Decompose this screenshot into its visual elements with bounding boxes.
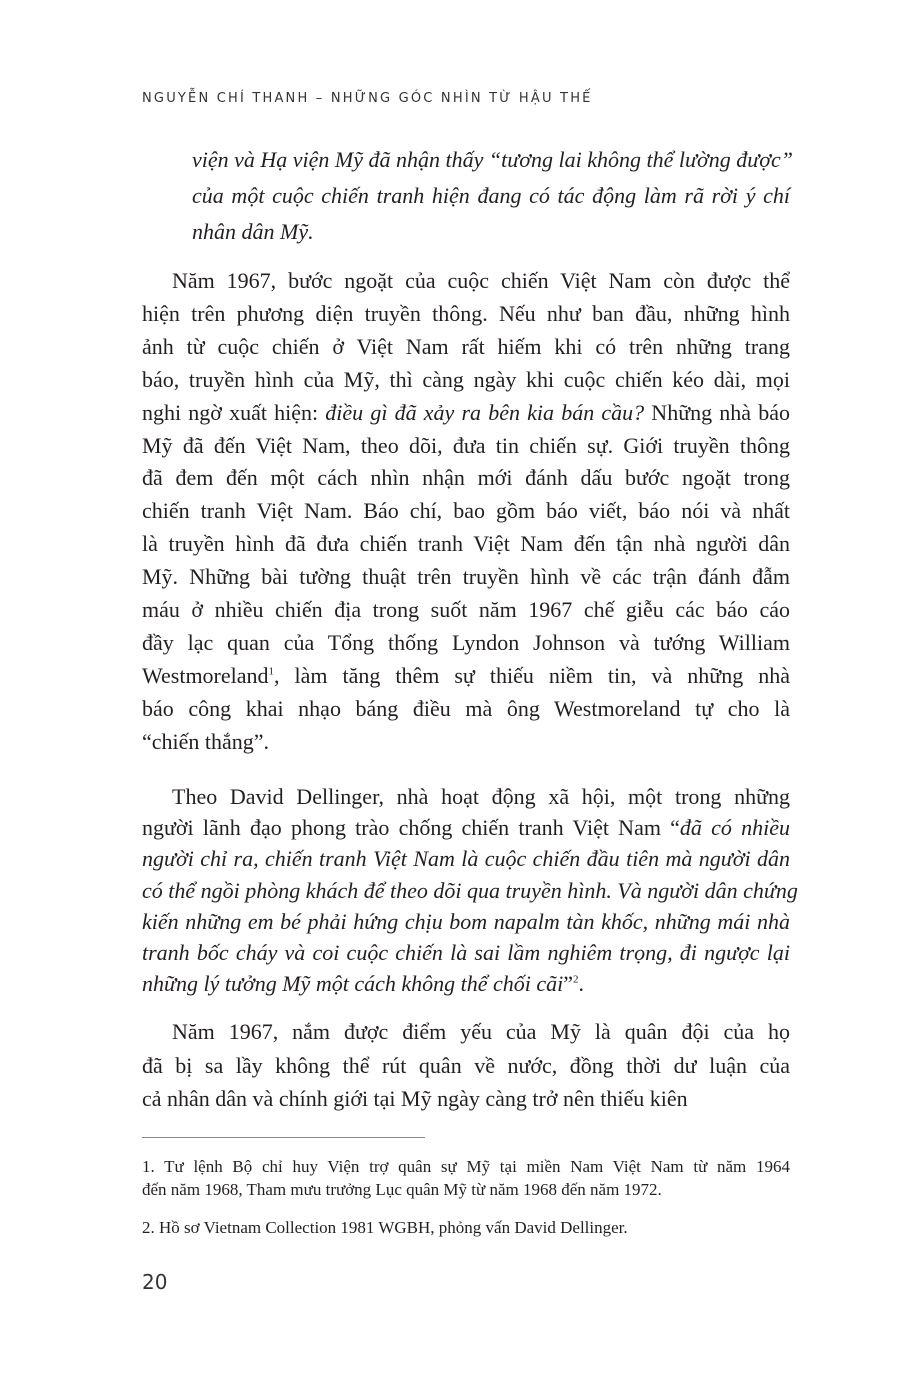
text-line (142, 331, 790, 364)
text-run: Những nhà báo (644, 399, 790, 425)
text-line (142, 726, 790, 759)
text-run: máu ở nhiều chiến địa trong suốt năm 1967 chế giễu các báo cáo (142, 597, 790, 623)
footnote-line: 1. Tư lệnh Bộ chỉ huy Viện trợ quân sự Mỹ tại miền Nam Việt Nam từ năm 1964 (142, 1157, 790, 1176)
running-header: NGUYỄN CHÍ THANH – NHỮNG GÓC NHÌN TỪ HẬU THẾ (142, 91, 593, 106)
paragraph-dellinger-quote (142, 781, 798, 999)
text-run: ảnh từ cuộc chiến ở Việt Nam rất hiếm khi có trên những trang (142, 333, 790, 359)
text-line (192, 142, 793, 178)
text-line (142, 781, 790, 812)
text-line (142, 364, 790, 397)
text-run: đã có nhiều (679, 815, 790, 841)
text-run: chiến tranh Việt Nam. Báo chí, bao gồm báo viết, báo nói và nhất (142, 498, 790, 524)
text-line (142, 1049, 790, 1083)
text-run: nhân dân Mỹ. (192, 219, 314, 244)
text-line (192, 214, 790, 250)
text-run: tranh bốc cháy và coi cuộc chiến là sai lầm nghiêm trọng, đi ngược lại (142, 940, 790, 966)
text-run: kiến những em bé phải hứng chịu bom napalm tàn khốc, những mái nhà (142, 908, 790, 934)
text-run: đầy lạc quan của Tổng thống Lyndon Johnson và tướng William (142, 629, 790, 655)
quoted-passage (192, 142, 793, 250)
text-line (142, 843, 790, 874)
text-run: hiện trên phương diện truyền thông. Nếu như ban đầu, những hình (142, 300, 790, 326)
footnote-reference: 1 (268, 665, 275, 678)
text-line (142, 693, 790, 726)
text-run: là truyền hình đã đưa chiến tranh Việt Nam đến tận nhà người dân (142, 531, 790, 557)
text-run: viện và Hạ viện Mỹ đã nhận thấy “tương lai không thể lường được” (192, 147, 793, 172)
text-run: ” (563, 971, 574, 997)
text-line (142, 594, 790, 627)
text-line (142, 528, 790, 561)
text-run: Theo David Dellinger, nhà hoạt động xã hội, một trong những (172, 784, 790, 809)
page-number: 20 (142, 1270, 168, 1294)
text-run: Mỹ đã đến Việt Nam, theo dõi, đưa tin chiến sự. Giới truyền thông (142, 432, 790, 458)
footnote-divider (142, 1137, 425, 1138)
text-line (142, 627, 790, 660)
footnote-line: 2. Hồ sơ Vietnam Collection 1981 WGBH, phỏng vấn David Dellinger. (142, 1218, 628, 1237)
text-line (142, 812, 790, 843)
text-line (142, 265, 790, 298)
text-line (142, 937, 790, 968)
text-line (142, 495, 790, 528)
text-run: người chỉ ra, chiến tranh Việt Nam là cuộc chiến đầu tiên mà người dân (142, 846, 790, 872)
text-run: đã đem đến một cách nhìn nhận mới đánh dấu bước ngoặt trong (142, 465, 790, 491)
text-line (142, 906, 790, 937)
text-run: , làm tăng thêm sự thiếu niềm tin, và những nhà (274, 662, 790, 688)
footnote-1 (142, 1155, 790, 1201)
text-run: Mỹ. Những bài tường thuật trên truyền hình về các trận đánh đẫm (142, 564, 790, 590)
footnote-reference: 2 (573, 973, 579, 986)
text-run: nghi ngờ xuất hiện: (142, 399, 326, 425)
footnote-line: đến năm 1968, Tham mưu trưởng Lục quân Mỹ từ năm 1968 đến năm 1972. (142, 1180, 662, 1199)
text-run: báo, truyền hình của Mỹ, thì càng ngày khi cuộc chiến kéo dài, mọi (142, 366, 790, 392)
paragraph-media-turning-point (142, 265, 790, 759)
text-run: điều gì đã xảy ra bên kia bán cầu? (325, 399, 645, 425)
text-run: người lãnh đạo phong trào chống chiến tranh Việt Nam “ (142, 815, 680, 841)
text-line (142, 1082, 790, 1116)
text-run: . (578, 971, 585, 997)
text-line (142, 1015, 790, 1049)
footnote-2 (142, 1216, 790, 1239)
text-run: Năm 1967, bước ngoặt của cuộc chiến Việt Nam còn được thể (172, 268, 790, 293)
text-run: cả nhân dân và chính giới tại Mỹ ngày càng trở nên thiếu kiên (142, 1086, 688, 1111)
text-run: đã bị sa lầy không thể rút quân về nước, đồng thời dư luận của (142, 1052, 790, 1078)
text-line (142, 430, 790, 463)
text-line (142, 875, 798, 906)
text-run: báo công khai nhạo báng điều mà ông Westmoreland tự cho là (142, 695, 790, 721)
text-run: “chiến thắng”. (142, 728, 270, 754)
text-run: Westmoreland (142, 662, 269, 688)
text-run: những lý tưởng Mỹ một cách không thể chối cãi (142, 971, 564, 997)
text-line (142, 968, 790, 999)
text-line (142, 462, 790, 495)
text-run: Năm 1967, nắm được điểm yếu của Mỹ là quân đội của họ (172, 1019, 790, 1044)
text-run: có thể ngồi phòng khách để theo dõi qua truyền hình. Và người dân chứng (142, 877, 798, 903)
text-line (142, 660, 790, 693)
text-line (142, 397, 790, 430)
text-line (142, 298, 790, 331)
text-line (142, 561, 790, 594)
paragraph-1967-weakness (142, 1015, 790, 1116)
text-run: của một cuộc chiến tranh hiện đang có tác động làm rã rời ý chí (192, 183, 790, 208)
text-line (192, 178, 790, 214)
